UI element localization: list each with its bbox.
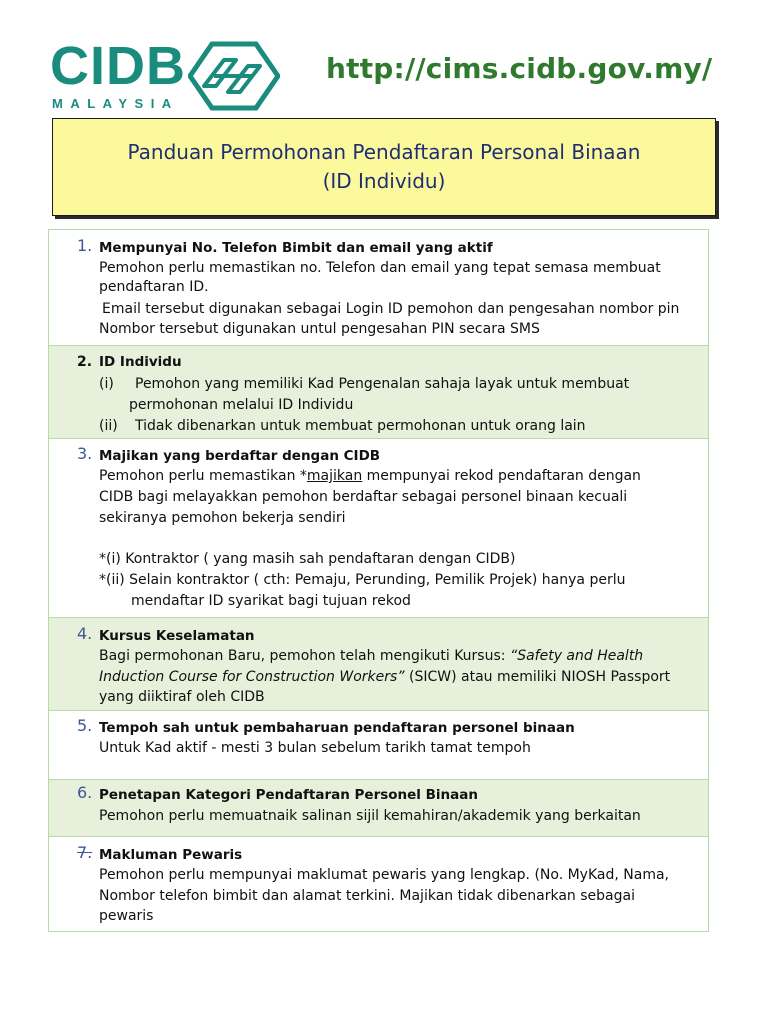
item-number: 1.: [77, 236, 93, 255]
item-text: sekiranya pemohon bekerja sendiri: [99, 510, 346, 526]
list-item: [49, 711, 708, 780]
item-heading: ID Individu: [99, 354, 182, 370]
cidb-hexagon-icon: [188, 40, 280, 112]
website-url[interactable]: http://cims.cidb.gov.my/: [326, 52, 713, 85]
logo-text: CIDB: [50, 36, 186, 96]
item-text: (ii): [99, 418, 118, 434]
item-text: yang diiktiraf oleh CIDB: [99, 689, 265, 705]
list-item: [49, 618, 708, 711]
item-text: Nombor tersebut digunakan untul pengesahan PIN secara SMS: [99, 321, 540, 337]
title-box: [52, 118, 716, 216]
item-text: pendaftaran ID.: [99, 279, 209, 295]
item-number: 3.: [77, 444, 93, 463]
item-heading: Makluman Pewaris: [99, 847, 243, 863]
list-item: [49, 346, 708, 439]
list-item: [49, 230, 708, 346]
item-text: permohonan melalui ID Individu: [129, 397, 354, 413]
item-text: Tidak dibenarkan untuk membuat permohonan untuk orang lain: [135, 418, 586, 434]
item-heading: Tempoh sah untuk pembaharuan pendaftaran personel binaan: [99, 720, 575, 736]
item-text: Pemohon perlu memuatnaik salinan sijil kemahiran/akademik yang berkaitan: [99, 808, 641, 824]
item-text: Pemohon perlu memastikan no. Telefon dan email yang tepat semasa membuat: [99, 260, 661, 276]
cidb-logo: [50, 36, 282, 114]
list-item: [49, 780, 708, 837]
item-text: pewaris: [99, 908, 154, 924]
item-text: Nombor telefon bimbit dan alamat terkini. Majikan tidak dibenarkan sebagai: [99, 888, 635, 904]
logo-subtitle: MALAYSIA: [52, 96, 179, 111]
item-number: 6.: [77, 783, 93, 802]
item-text: Email tersebut digunakan sebagai Login ID pemohon dan pengesahan nombor pin: [102, 301, 680, 317]
item-heading: Kursus Keselamatan: [99, 628, 255, 644]
requirements-list: [48, 229, 709, 932]
item-heading: Penetapan Kategori Pendaftaran Personel Binaan: [99, 787, 478, 803]
item-text: Pemohon yang memiliki Kad Pengenalan sahaja layak untuk membuat: [135, 376, 630, 392]
item-text: Pemohon perlu memastikan *majikan mempunyai rekod pendaftaran dengan: [99, 468, 641, 484]
item-text: Bagi permohonan Baru, pemohon telah mengikuti Kursus: “Safety and Health: [99, 648, 644, 664]
page-header: [0, 0, 768, 115]
item-heading: Mempunyai No. Telefon Bimbit dan email yang aktif: [99, 240, 493, 256]
item-text: (i): [99, 376, 114, 392]
item-text: Untuk Kad aktif - mesti 3 bulan sebelum tarikh tamat tempoh: [99, 740, 531, 756]
item-number: 7.: [77, 843, 93, 862]
page-title: Panduan Permohonan Pendaftaran Personal Binaan: [127, 140, 641, 164]
item-text: CIDB bagi melayakkan pemohon berdaftar sebagai personel binaan kecuali: [99, 489, 628, 505]
item-text: *(ii) Selain kontraktor ( cth: Pemaju, Perunding, Pemilik Projek) hanya perlu: [99, 572, 626, 588]
list-item: [49, 439, 708, 618]
item-number: 5.: [77, 716, 93, 735]
list-item: [49, 837, 708, 931]
item-number: 4.: [77, 624, 93, 643]
item-text: *(i) Kontraktor ( yang masih sah pendaftaran dengan CIDB): [99, 551, 516, 567]
item-heading: Majikan yang berdaftar dengan CIDB: [99, 448, 381, 464]
item-text: Pemohon perlu mempunyai maklumat pewaris yang lengkap. (No. MyKad, Nama,: [99, 867, 669, 883]
item-number: 2.: [77, 354, 93, 370]
item-text: mendaftar ID syarikat bagi tujuan rekod: [131, 593, 411, 609]
item-text: Induction Course for Construction Workers” (SICW) atau memiliki NIOSH Passport: [99, 669, 671, 685]
page-subtitle: (ID Individu): [322, 169, 446, 193]
